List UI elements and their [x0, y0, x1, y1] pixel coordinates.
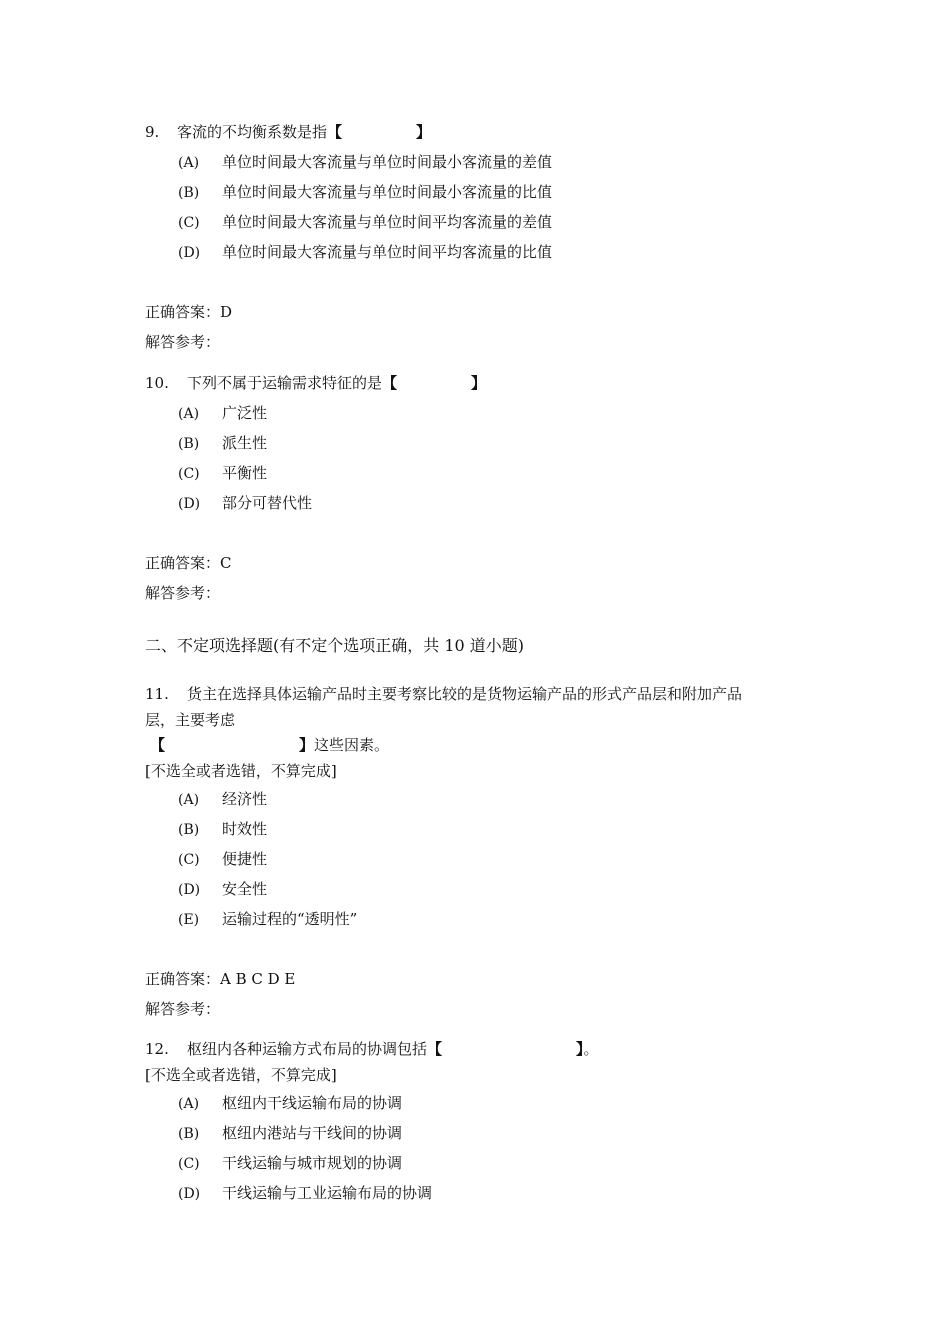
option-d[interactable]	[178, 492, 312, 515]
option-c[interactable]	[178, 1152, 402, 1175]
option-text: 枢纽内干线运输布局的协调	[222, 1094, 403, 1112]
question-number: 9.	[145, 123, 160, 141]
option-text: 时效性	[222, 820, 268, 838]
option-a[interactable]	[178, 402, 267, 425]
option-d[interactable]	[178, 241, 552, 264]
question-10-stem	[145, 372, 486, 394]
question-text: 客流的不均衡系数是指	[177, 123, 328, 141]
option-b[interactable]	[178, 181, 552, 204]
answer-reference: 解答参考：	[145, 584, 221, 602]
answer-bracket-open: 【	[382, 374, 398, 392]
option-key: (B)	[178, 436, 200, 452]
answer-bracket-open: 【	[150, 736, 166, 754]
option-text: 经济性	[222, 790, 268, 808]
option-key: (B)	[178, 185, 200, 201]
option-text: 枢纽内港站与干线间的协调	[222, 1124, 403, 1142]
option-a[interactable]	[178, 1092, 402, 1115]
question-number: 10.	[145, 374, 169, 392]
question-text: 货主在选择具体运输产品时主要考察比较的是货物运输产品的形式产品层和附加产品	[187, 685, 743, 703]
option-key: (C)	[178, 1156, 200, 1172]
question-text: 枢纽内各种运输方式布局的协调包括	[187, 1040, 428, 1058]
option-key: (C)	[178, 852, 200, 868]
option-text: 部分可替代性	[222, 494, 313, 512]
section-heading: 二、不定项选择题(有不定个选项正确，共 10 道小题)	[145, 636, 525, 655]
correct-answer: 正确答案：C	[145, 554, 232, 572]
question-12-stem	[145, 1038, 599, 1060]
option-text: 派生性	[222, 434, 268, 452]
answer-bracket-open: 【	[327, 123, 343, 141]
option-c[interactable]	[178, 211, 552, 234]
option-text: 便捷性	[222, 850, 268, 868]
answer-bracket-close: 】	[576, 1040, 584, 1058]
option-text: 安全性	[222, 880, 268, 898]
question-number: 11.	[145, 685, 169, 703]
answer-bracket-line	[150, 734, 389, 756]
option-text: 广泛性	[222, 404, 268, 422]
answer-bracket-close: 】	[299, 736, 315, 754]
option-text: 平衡性	[222, 464, 268, 482]
option-text: 单位时间最大客流量与单位时间最小客流量的比值	[222, 183, 553, 201]
option-key: (A)	[178, 792, 200, 808]
option-key: (D)	[178, 245, 201, 261]
correct-answer: 正确答案：D	[145, 303, 233, 321]
option-key: (E)	[178, 912, 200, 928]
option-key: (B)	[178, 822, 200, 838]
grading-note: [不选全或者选错，不算完成]	[145, 762, 337, 780]
option-key: (A)	[178, 406, 200, 422]
question-text: 下列不属于运输需求特征的是	[187, 374, 383, 392]
option-b[interactable]	[178, 1122, 402, 1145]
option-c[interactable]	[178, 462, 267, 485]
option-text: 运输过程的“透明性”	[222, 910, 358, 928]
option-text: 干线运输与工业运输布局的协调	[222, 1184, 433, 1202]
option-text: 单位时间最大客流量与单位时间平均客流量的比值	[222, 243, 553, 261]
answer-bracket-open: 【	[427, 1040, 443, 1058]
question-text-continued: 层，主要考虑	[145, 711, 236, 729]
option-key: (D)	[178, 496, 201, 512]
correct-answer: 正确答案：A B C D E	[145, 970, 296, 988]
question-suffix: 。	[583, 1040, 599, 1058]
option-key: (A)	[178, 1096, 200, 1112]
answer-reference: 解答参考：	[145, 1000, 221, 1018]
question-number: 12.	[145, 1040, 169, 1058]
option-a[interactable]	[178, 151, 552, 174]
option-b[interactable]	[178, 818, 267, 841]
option-c[interactable]	[178, 848, 267, 871]
option-e[interactable]	[178, 908, 357, 931]
question-9-stem	[145, 121, 431, 143]
option-key: (D)	[178, 882, 201, 898]
answer-reference: 解答参考：	[145, 333, 221, 351]
option-key: (C)	[178, 215, 200, 231]
option-key: (C)	[178, 466, 200, 482]
option-text: 单位时间最大客流量与单位时间平均客流量的差值	[222, 213, 553, 231]
option-a[interactable]	[178, 788, 267, 811]
option-key: (A)	[178, 155, 200, 171]
option-text: 单位时间最大客流量与单位时间最小客流量的差值	[222, 153, 553, 171]
question-11-stem	[145, 683, 742, 705]
option-d[interactable]	[178, 878, 267, 901]
grading-note: [不选全或者选错，不算完成]	[145, 1066, 337, 1084]
answer-bracket-close: 】	[471, 374, 487, 392]
answer-bracket-close: 】	[416, 123, 432, 141]
option-key: (B)	[178, 1126, 200, 1142]
option-d[interactable]	[178, 1182, 432, 1205]
option-b[interactable]	[178, 432, 267, 455]
question-suffix: 这些因素。	[314, 736, 390, 754]
option-text: 干线运输与城市规划的协调	[222, 1154, 403, 1172]
option-key: (D)	[178, 1186, 201, 1202]
